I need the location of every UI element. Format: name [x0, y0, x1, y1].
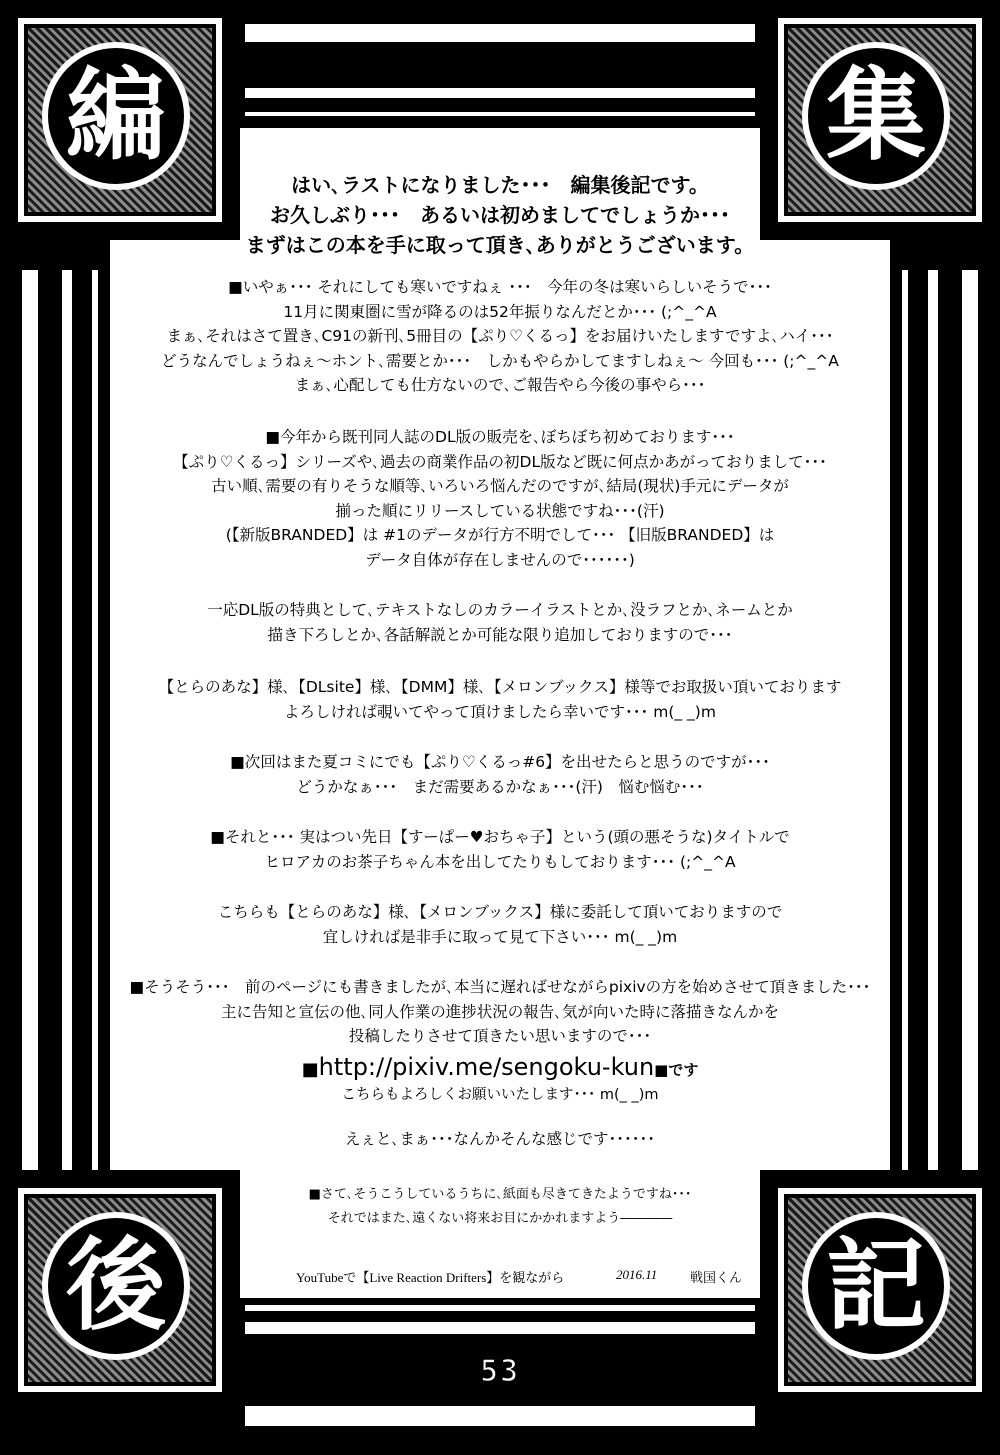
pixiv-url-line — [112, 1050, 888, 1087]
corner-glyph-hen: 編 — [66, 57, 166, 174]
body-line: 【ぷり♡くるっ】シリーズや､過去の商業作品の初DL版など既に何点かあがっておりまして･･･ — [173, 452, 827, 471]
paragraph-8 — [112, 975, 888, 1049]
body-line: こちらも【とらのあな】様､【メロンブックス】様に委託して頂いておりますので — [217, 903, 783, 921]
bottom-stripe-1 — [245, 1305, 755, 1311]
corner-bottom-left — [0, 1170, 240, 1410]
body-line: ■今年から既刊同人誌のDL版の販売を､ぼちぼち初めております･･･ — [265, 428, 735, 446]
paragraph-5 — [112, 750, 888, 799]
body-line: ヒロアカのお茶子ちゃん本を出してたりもしております･･･ (;^_^A — [264, 852, 736, 871]
page-number: 53 — [479, 1354, 521, 1389]
body-line: よろしければ覗いてやって頂けましたら幸いです･･･ m(_ _)m — [284, 702, 716, 721]
body-line: 【とらのあな】様､【DLsite】様､【DMM】様､【メロンブックス】様等でお取扱い頂いております — [158, 678, 842, 696]
body-line: まぁ､それはさて置き､C91の新刊､5冊目の【ぷり♡くるっ】をお届けいたしますですよ､ハイ･･･ — [166, 327, 834, 345]
paragraph-3 — [112, 598, 888, 647]
body-line: 描き下ろしとか､各話解説とか可能な限り追加しておりますので･･･ — [267, 625, 733, 644]
bottom-stripe-2 — [245, 1322, 755, 1334]
right-stripe-1 — [962, 270, 978, 1170]
farewell-line: ■さて､そうこうしているうちに､紙面も尽きてきたようですね･･･ — [308, 1187, 692, 1202]
corner-top-right — [760, 0, 1000, 240]
top-stripe-3 — [245, 112, 755, 116]
right-stripe-3 — [902, 270, 908, 1170]
top-stripe-1 — [245, 24, 755, 42]
body-line: 主に告知と宣伝の他､同人作業の進捗状況の報告､気が向いた時に落描きなんかを — [220, 1002, 779, 1021]
body-line: 一応DL版の特典として､テキストなしのカラーイラストとか､没ラフとか､ネームとか — [207, 601, 793, 619]
top-stripe-2 — [245, 88, 755, 98]
paragraph-2 — [112, 425, 888, 572]
footer-note: YouTubeで【Live Reaction Drifters】を観ながら — [296, 1270, 565, 1285]
footer-date: 2016.11 — [616, 1267, 658, 1282]
corner-glyph-go: 後 — [66, 1227, 166, 1344]
corner-bottom-right — [760, 1170, 1000, 1410]
bottom-stripe-3 — [245, 1406, 755, 1426]
url-prefix: ■ — [301, 1059, 319, 1080]
paragraph-6 — [112, 825, 888, 874]
body-line: ■それと･･･ 実はつい先日【すーぱー♥おちゃ子】という(頭の悪そうな)タイトルで — [210, 828, 790, 846]
body-line: どうなんでしょうねぇ～ホント､需要とか･･･ しかもやらかしてますしねぇ～ 今回も･･･ (;^_^A — [161, 351, 839, 370]
body-line: 11月に関東圏に雪が降るのは52年振りなんだとか･･･ (;^_^A — [283, 302, 717, 321]
paragraph-1 — [112, 275, 888, 398]
farewell-block — [240, 1183, 760, 1231]
paragraph-7 — [112, 900, 888, 949]
left-stripe-1 — [22, 270, 38, 1170]
right-stripe-2 — [928, 270, 938, 1170]
body-line: データ自体が存在しませんので･･････) — [365, 550, 635, 569]
body-line: 投稿したりさせて頂きたい思いますので･･･ — [348, 1027, 652, 1045]
body-line: 揃った順にリリースしている状態ですね･･･(汗) — [335, 501, 665, 520]
body-line: ■そうそう･･･ 前のページにも書きましたが､本当に遅ればせながらpixivの方を始めさせて頂きました･･･ — [129, 978, 871, 996]
corner-glyph-shuu: 集 — [826, 57, 926, 174]
left-stripe-3 — [92, 270, 98, 1170]
body-line: ■次回はまた夏コミにでも【ぷり♡くるっ#6】を出せたらと思うのですが･･･ — [230, 753, 770, 771]
corner-glyph-ki: 記 — [826, 1227, 926, 1344]
body-line: どうかなぁ･･･ まだ需要あるかなぁ･･･(汗) 悩む悩む･･･ — [296, 777, 704, 796]
farewell-line: それではまた､遠くない将来お目にかかれますよう―――― — [327, 1211, 673, 1226]
body-line: (【新版BRANDED】は #1のデータが行方不明でして･･･ 【旧版BRANDED】は — [225, 526, 775, 544]
header-line: まずはこの本を手に取って頂き､ありがとうございます。 — [245, 233, 755, 257]
url-suffix: ■です — [654, 1061, 699, 1079]
header-line: はい､ラストになりました･･･ 編集後記です。 — [291, 173, 709, 197]
after-url-line: こちらもよろしくお願いいたします･･･ m(_ _)m — [341, 1087, 659, 1103]
body-line: 宜しければ是非手に取って見て下さい･･･ m(_ _)m — [322, 927, 678, 946]
corner-top-left — [0, 0, 240, 240]
footer-author: 戦国くん — [690, 1271, 743, 1286]
header-block — [240, 170, 760, 260]
pixiv-link[interactable]: http://pixiv.me/sengoku-kun — [318, 1053, 655, 1081]
body-line: ■いやぁ･･･ それにしても寒いですねぇ ･･･ 今年の冬は寒いらしいそうで･･･ — [228, 278, 772, 296]
body-line: 古い順､需要の有りそうな順等､いろいろ悩んだのですが､結局(現状)手元にデータが — [211, 477, 789, 495]
header-line: お久しぶり･･･ あるいは初めましてでしょうか･･･ — [270, 203, 730, 227]
left-stripe-2 — [62, 270, 72, 1170]
body-line: まぁ､心配しても仕方ないので､ご報告やら今後の事やら･･･ — [294, 376, 706, 394]
closing-line: えぇと､まぁ･･･なんかそんな感じです･･････ — [344, 1130, 655, 1148]
paragraph-4 — [112, 675, 888, 724]
